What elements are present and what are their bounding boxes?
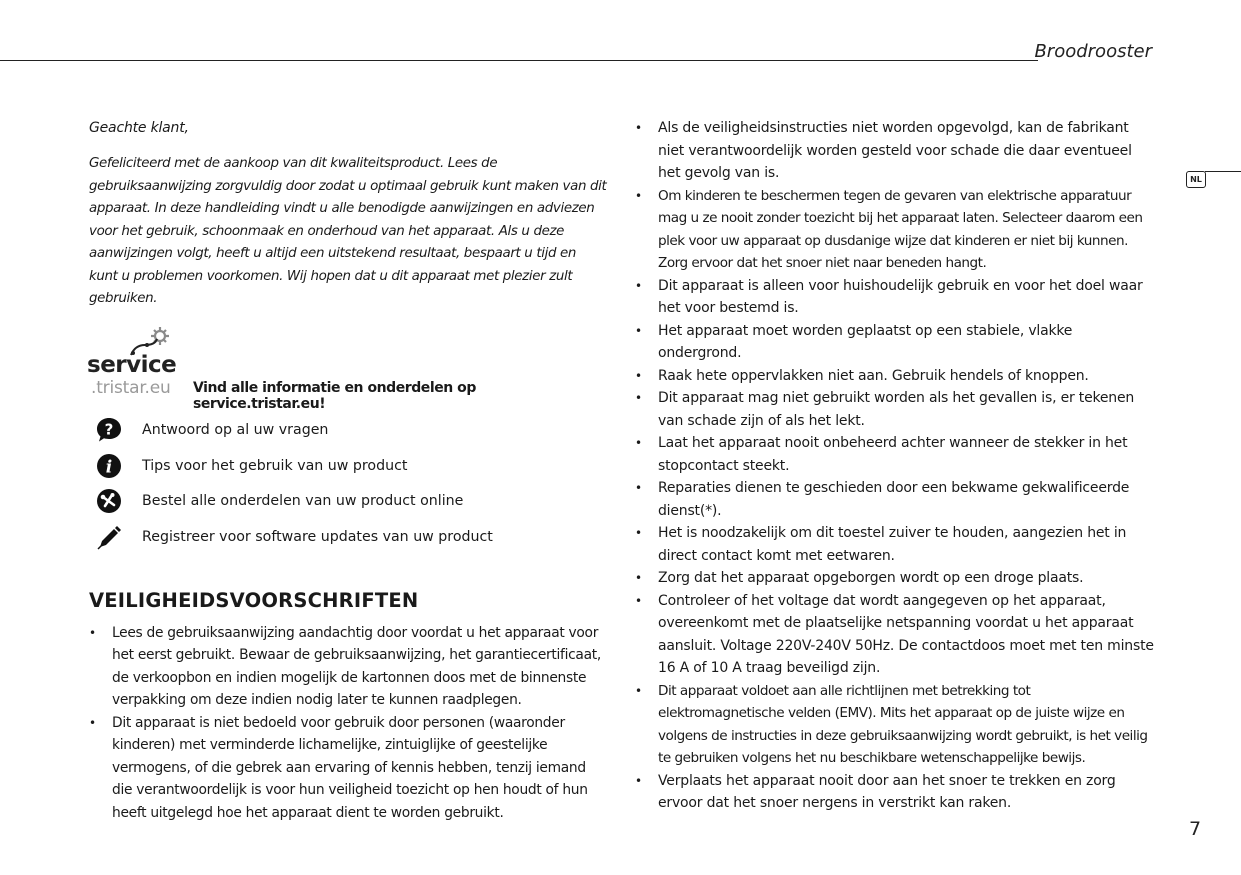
safety-list-right <box>635 117 1155 815</box>
list-item: • Lees de gebruiksaanwijzing aandachtig door voordat u het apparaat voor het eerst gebruikt. Bewaar de gebruiksaanwijzing, het garantiecertificaat, de verkoopbon en indien mogelijk de kartonnen doos met de binnenste verpakking om deze indien nodig later te kunnen raadplegen. <box>89 622 607 712</box>
service-logo-domain: .tristar.eu <box>91 377 171 398</box>
wrench-icon <box>96 488 122 514</box>
service-block <box>87 325 607 412</box>
left-column <box>89 117 607 824</box>
service-features-list <box>89 413 607 555</box>
section-title: VEILIGHEIDSVOORSCHRIFTEN <box>89 588 419 612</box>
feature-item <box>89 519 607 555</box>
feature-item <box>89 448 607 484</box>
svg-text:i: i <box>105 457 113 478</box>
feature-text: Registreer voor software updates van uw product <box>142 528 493 545</box>
svg-text:?: ? <box>104 420 114 439</box>
intro-paragraph: Gefeliciteerd met de aankoop van dit kwaliteitsproduct. Lees de gebruiksaanwijzing zorgvuldig door zodat u optimaal gebruik kunt maken van dit apparaat. In deze handleiding vindt u alle benodigde aanwijzingen en adviezen voor het gebruik, schoonmaak en onderhoud van het apparaat. Als u deze aanwijzingen volgt, heeft u altijd een uitstekend resultaat, bespaart u tijd en kunt u problemen voorkomen. Wij hopen dat u dit apparaat met plezier zult gebruiken. <box>89 156 607 306</box>
list-item: • Het apparaat moet worden geplaatst op een stabiele, vlakke ondergrond. <box>635 320 1155 365</box>
list-item: • Dit apparaat is alleen voor huishoudelijk gebruik en voor het doel waar het voor bestemd is. <box>635 275 1155 320</box>
service-info-text: Vind alle informatie en onderdelen op service.tristar.eu! <box>193 379 476 412</box>
list-item: • Raak hete oppervlakken niet aan. Gebruik hendels of knoppen. <box>635 365 1155 388</box>
list-item: • Als de veiligheidsinstructies niet worden opgevolgd, kan de fabrikant niet verantwoordelijk worden gesteld voor schade die daar eventueel het gevolg van is. <box>635 117 1155 185</box>
list-item: • Verplaats het apparaat nooit door aan het snoer te trekken en zorg ervoor dat het snoer nergens in verstrikt kan raken. <box>635 770 1155 815</box>
feature-text: Antwoord op al uw vragen <box>142 422 329 439</box>
list-item: • Controleer of het voltage dat wordt aangegeven op het apparaat, overeenkomt met de plaatselijke netspanning voordat u het apparaat aansluit. Voltage 220V-240V 50Hz. De contactdoos moet met ten minste 16 A of 10 A traag beveiligd zijn. <box>635 590 1155 680</box>
header-rule <box>0 60 1038 61</box>
list-item: • Zorg dat het apparaat opgeborgen wordt op een droge plaats. <box>635 567 1155 590</box>
list-item: • Dit apparaat mag niet gebruikt worden als het gevallen is, er tekenen van schade zijn of als het lekt. <box>635 387 1155 432</box>
language-badge-rule <box>1205 171 1241 172</box>
list-item: • Het is noodzakelijk om dit toestel zuiver te houden, aangezien het in direct contact komt met eetwaren. <box>635 522 1155 567</box>
question-icon <box>96 417 122 443</box>
page-number: 7 <box>1189 818 1202 840</box>
feature-text: Tips voor het gebruik van uw product <box>142 457 408 474</box>
list-item: • Reparaties dienen te geschieden door een bekwame gekwalificeerde dienst(*). <box>635 477 1155 522</box>
service-logo <box>87 325 187 401</box>
list-item: • Laat het apparaat nooit onbeheerd achter wanneer de stekker in het stopcontact steekt. <box>635 432 1155 477</box>
list-item: • Dit apparaat voldoet aan alle richtlijnen met betrekking tot elektromagnetische velden (EMV). Mits het apparaat op de juiste wijze en volgens de instructies in deze gebruiksaanwijzing wordt gebruikt, is het veilig te gebruiken volgens het nu beschikbare wetenschappelijke bewijs. <box>635 680 1155 770</box>
service-logo-word: service <box>87 351 177 378</box>
right-column <box>635 117 1155 815</box>
feature-item <box>89 484 607 520</box>
pen-icon <box>96 524 122 550</box>
info-icon <box>96 453 122 479</box>
feature-item <box>89 413 607 449</box>
page-header-title: Broodrooster <box>1034 41 1152 62</box>
safety-list-left <box>89 622 607 825</box>
greeting: Geachte klant, <box>89 120 189 136</box>
list-item: • Dit apparaat is niet bedoeld voor gebruik door personen (waaronder kinderen) met verminderde lichamelijke, zintuiglijke of geestelijke vermogens, of die gebrek aan ervaring of kennis hebben, tenzij iemand die verantwoordelijk is voor hun veiligheid toezicht op hen houdt of hun heeft uitgelegd hoe het apparaat dient te worden gebruikt. <box>89 712 607 825</box>
language-badge: NL <box>1186 171 1206 188</box>
feature-text: Bestel alle onderdelen van uw product online <box>142 493 464 510</box>
list-item: • Om kinderen te beschermen tegen de gevaren van elektrische apparatuur mag u ze nooit zonder toezicht bij het apparaat laten. Selecteer daarom een plek voor uw apparaat op dusdanige wijze dat kinderen er niet bij kunnen. Zorg ervoor dat het snoer niet naar beneden hangt. <box>635 185 1155 275</box>
